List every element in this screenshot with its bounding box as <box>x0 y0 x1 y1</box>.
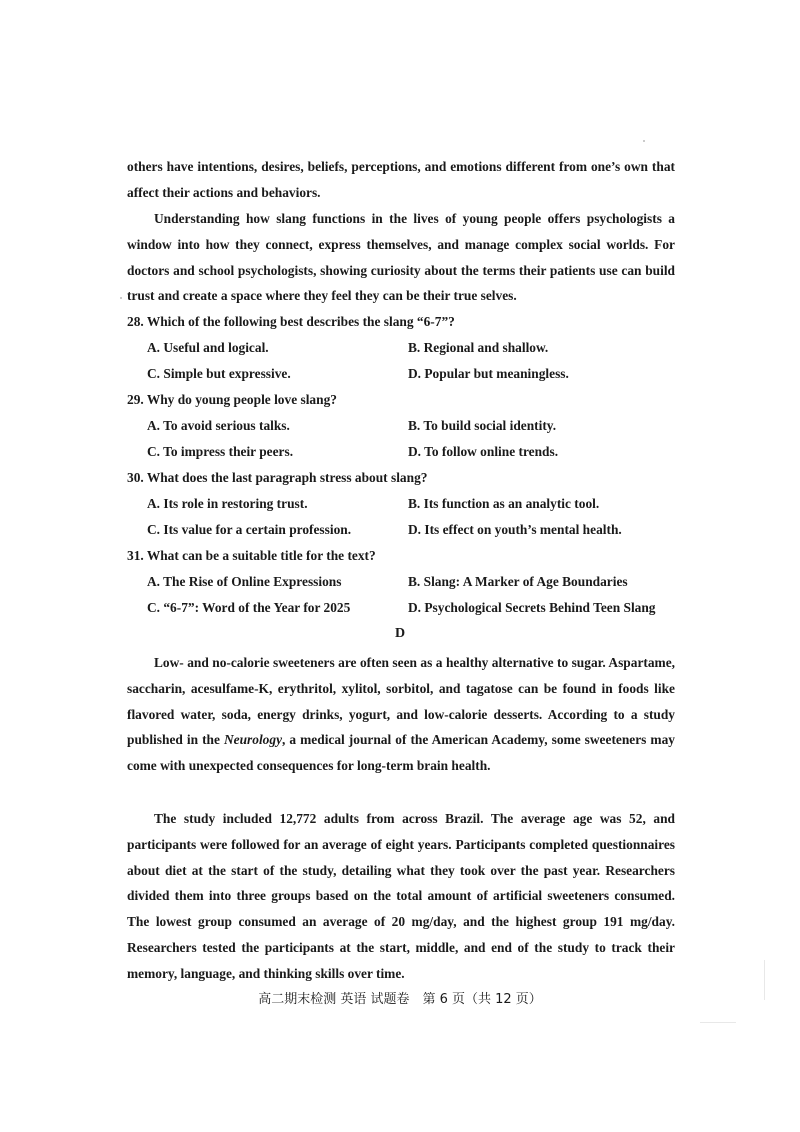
question-30-option-c: C. Its value for a certain profession. <box>147 522 352 537</box>
scan-speck <box>120 297 122 299</box>
passage-d-paragraph-2: The study included 12,772 adults from across Brazil. The average age was 52, and participants were followed for an average of eight years. Participants completed questionnaires about diet at the start of the study, detailing what they took over the past year. Researchers divided them into three groups based on the total amount of artificial sweeteners consumed. The lowest group consumed an average of 20 mg/day, and the highest group 191 mg/day. Researchers tested the participants at the start, middle, and end of the study to track their memory, language, and thinking skills over time. <box>127 811 675 981</box>
question-29-option-c: C. To impress their peers. <box>147 444 294 459</box>
question-28-option-c: C. Simple but expressive. <box>147 366 291 381</box>
scan-speck <box>643 140 645 142</box>
question-31-option-c: C. “6-7”: Word of the Year for 2025 <box>147 600 351 615</box>
scan-artifact-edge <box>764 960 765 1000</box>
question-30-option-d: D. Its effect on youth’s mental health. <box>408 522 622 537</box>
passage-d-paragraph-1-text-b: , a medical journal of the American Academy, some sweeteners may come with unexpected consequences for long-term brain health. <box>127 732 675 774</box>
question-29-option-b: B. To build social identity. <box>408 418 557 433</box>
page-footer: 高二期末检测 英语 试题卷 第 6 页（共 12 页） <box>258 992 542 1007</box>
question-29-stem: 29. Why do young people love slang? <box>127 392 337 407</box>
question-31-stem: 31. What can be a suitable title for the text? <box>127 548 376 563</box>
question-28-option-d: D. Popular but meaningless. <box>408 366 569 381</box>
scan-artifact-line <box>700 1022 736 1023</box>
journal-name: Neurology <box>223 732 283 748</box>
passage-d-paragraph-1-text-a: Low- and no-calorie sweeteners are often seen as a healthy alternative to sugar. Aspartame, saccharin, acesulfame-K, erythritol, xylitol, sorbitol, and tagatose can be found in foods like flavored water, soda, energy drinks, yogurt, and low-calorie desserts. According to a study published in the <box>127 655 675 748</box>
question-28-stem: 28. Which of the following best describes the slang “6-7”? <box>127 314 455 329</box>
passage-c-paragraph-1: others have intentions, desires, beliefs, perceptions, and emotions different from one’s own that affect their actions and behaviors. <box>127 159 675 200</box>
section-d-heading: D <box>394 626 406 641</box>
question-28-option-b: B. Regional and shallow. <box>408 340 549 355</box>
question-30-option-b: B. Its function as an analytic tool. <box>408 496 600 511</box>
question-30-option-a: A. Its role in restoring trust. <box>147 496 308 511</box>
question-28-option-a: A. Useful and logical. <box>147 340 269 355</box>
question-31-option-b: B. Slang: A Marker of Age Boundaries <box>408 574 628 589</box>
question-29-option-a: A. To avoid serious talks. <box>147 418 290 433</box>
question-31-option-a: A. The Rise of Online Expressions <box>147 574 342 589</box>
passage-d-paragraph-1 <box>127 650 675 779</box>
question-31-option-d: D. Psychological Secrets Behind Teen Slang <box>408 600 656 615</box>
question-30-stem: 30. What does the last paragraph stress about slang? <box>127 470 428 485</box>
question-29-option-d: D. To follow online trends. <box>408 444 559 459</box>
passage-c-paragraph-2: Understanding how slang functions in the lives of young people offers psychologists a window into how they connect, express themselves, and manage complex social worlds. For doctors and school psychologists, showing curiosity about the terms their patients use can build trust and create a space where they feel they can be their true selves. <box>127 211 675 304</box>
